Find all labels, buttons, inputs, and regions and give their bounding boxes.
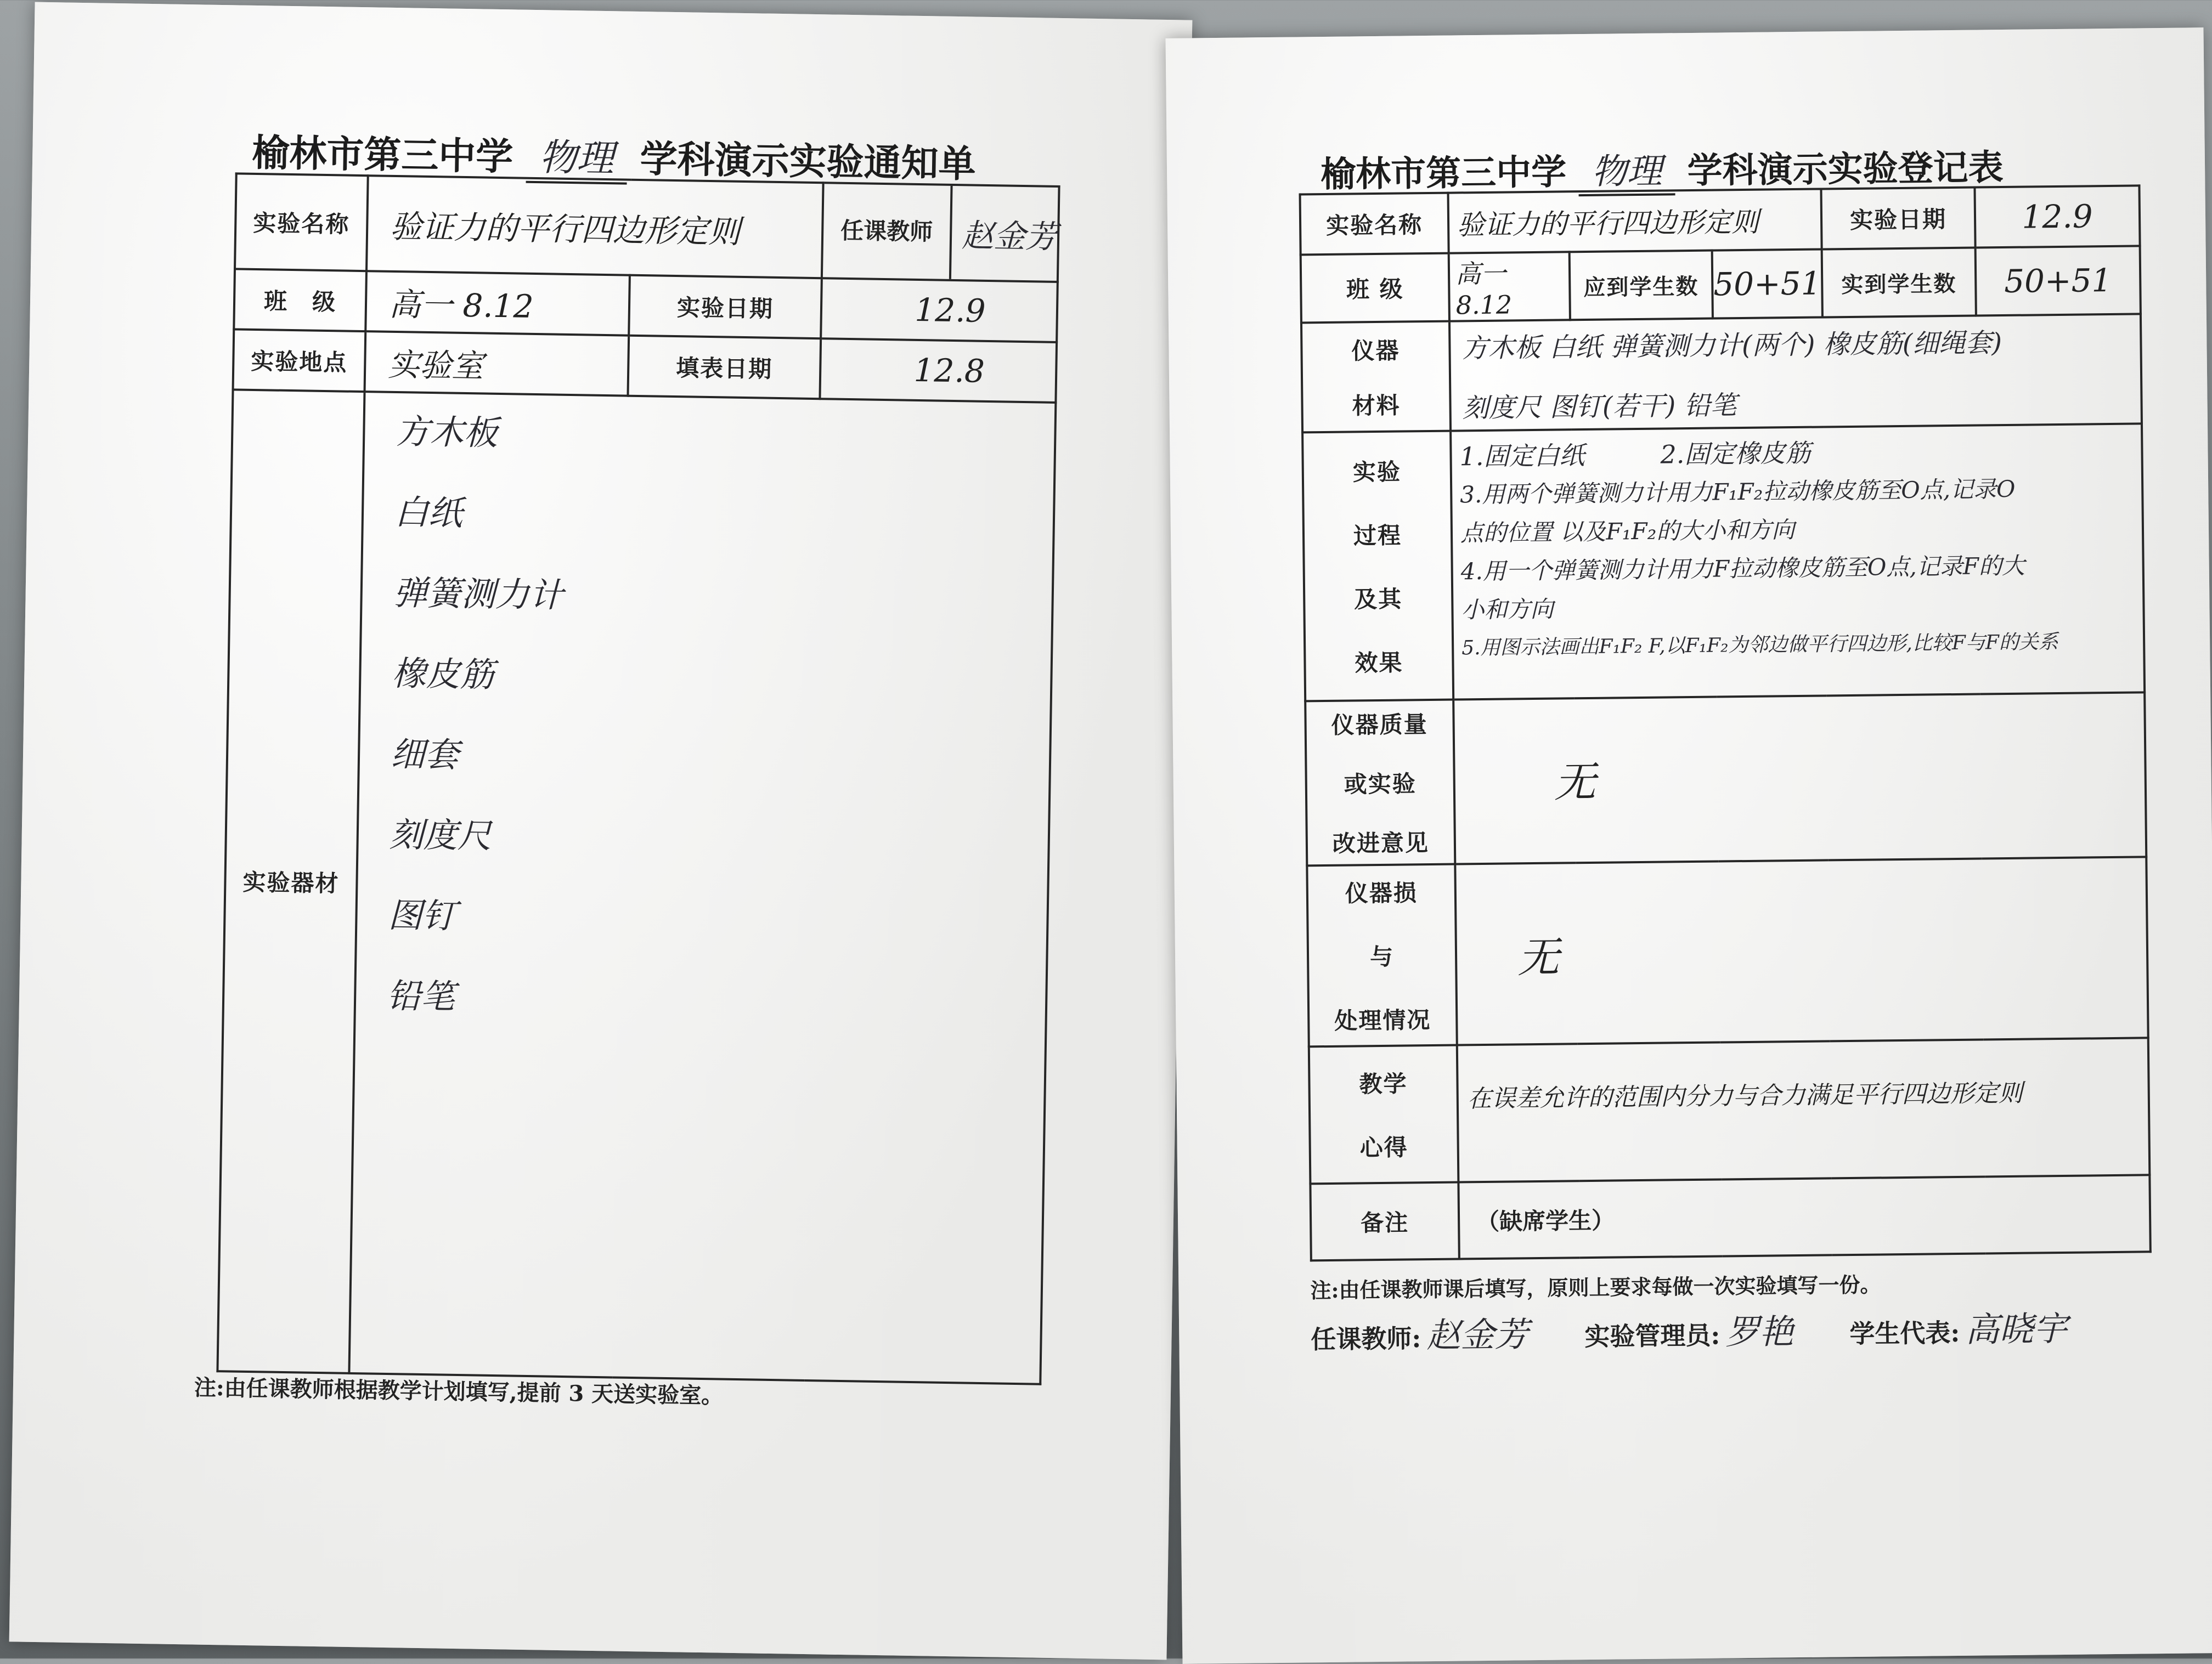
value-reflection: 在误差允许的范围内分力与合力满足平行四边形定则 — [1457, 1038, 2150, 1182]
teacher-signature-label: 任课教师: — [1311, 1323, 1421, 1355]
label-remarks: 备注 — [1310, 1182, 1459, 1261]
title-suffix: 学科演示实验登记表 — [1687, 147, 2004, 192]
equipment-item: 细套 — [390, 733, 459, 775]
equipment-item: 弹簧测力计 — [393, 573, 564, 615]
student-signature: 高晓宇 — [1965, 1308, 2068, 1350]
label-class: 班 级 — [1301, 253, 1449, 323]
value-class: 高一 8.12 — [365, 271, 630, 336]
notice-sheet — [9, 2, 1193, 1660]
label-quality-line2: 或实验 — [1344, 770, 1417, 798]
title-school: 榆林市第三中学 — [1320, 151, 1567, 196]
value-fill-date: 12.8 — [820, 338, 1057, 403]
label-quality-line3: 改进意见 — [1332, 829, 1430, 857]
label-actual-students: 实到学生数 — [1822, 248, 1976, 318]
equipment-item: 铅笔 — [386, 975, 455, 1017]
value-experiment-name: 验证力的平行四边形定则 — [366, 176, 823, 278]
label-damage-line2: 与 — [1369, 943, 1395, 971]
label-damage-line1: 仪器损 — [1345, 879, 1418, 907]
label-instruments-line2: 材料 — [1352, 392, 1401, 420]
label-experiment-name: 实验名称 — [235, 173, 368, 271]
value-experiment-date: 12.9 — [821, 278, 1058, 342]
title-school: 榆林市第三中学 — [251, 131, 514, 179]
process-line: 4.用一个弹簧测力计用力F拉动橡皮筋至O点,记录F的大 — [1460, 552, 2025, 585]
teacher-cell — [822, 183, 1059, 282]
label-teacher: 任课教师 — [823, 184, 953, 279]
equipment-item: 橡皮筋 — [391, 653, 495, 695]
notice-footnote: 注:由任课教师根据教学计划填写,提前 3 天送实验室。 — [194, 1374, 724, 1409]
register-footnote: 注:由任课教师课后填写，原则上要求每做一次实验填写一份。 — [1310, 1272, 1881, 1303]
label-instruments — [1301, 321, 1451, 433]
notice-table — [216, 172, 1060, 1385]
manager-signature-label: 实验管理员: — [1584, 1320, 1720, 1352]
label-quality-line1: 仪器质量 — [1331, 711, 1428, 739]
value-location: 实验室 — [365, 331, 629, 396]
label-class: 班 级 — [234, 269, 366, 331]
value-quality: 无 — [1453, 692, 2146, 864]
signature-row — [1311, 1301, 2068, 1358]
manager-signature: 罗艳 — [1725, 1311, 1794, 1352]
value-class: 高一 8.12 — [1449, 252, 1570, 321]
value-process — [1451, 423, 2145, 699]
equipment-list-cell — [349, 392, 1056, 1384]
equipment-item: 图钉 — [387, 895, 457, 936]
equipment-item: 白纸 — [394, 492, 463, 533]
title-suffix: 学科演示实验通知单 — [640, 137, 977, 186]
label-process-line4: 效果 — [1355, 649, 1403, 677]
label-expected-students: 应到学生数 — [1570, 251, 1713, 320]
label-process-line3: 及其 — [1353, 585, 1403, 613]
value-instruments — [1449, 314, 2142, 431]
title-subject: 物理 — [1578, 143, 1675, 196]
label-experiment-name: 实验名称 — [1300, 193, 1449, 255]
value-damage: 无 — [1455, 857, 2148, 1045]
process-line: 小和方向 — [1461, 595, 1554, 624]
value-experiment-date: 12.9 — [1974, 185, 2140, 247]
label-process-line1: 实验 — [1352, 458, 1402, 486]
register-sheet — [1166, 27, 2212, 1664]
label-equipment: 实验器材 — [217, 389, 364, 1373]
value-expected-students: 50+51 — [1712, 249, 1822, 318]
label-process-line2: 过程 — [1353, 522, 1402, 550]
label-quality — [1305, 700, 1455, 866]
label-location: 实验地点 — [233, 329, 366, 392]
process-line: 5.用图示法画出F₁F₂ F,以F₁F₂为邻边做平行四边形,比较F与F的关系 — [1461, 631, 2059, 660]
label-fill-date: 填表日期 — [628, 336, 821, 399]
equipment-list — [356, 393, 1055, 1028]
student-signature-label: 学生代表: — [1849, 1317, 1960, 1349]
label-process — [1302, 431, 1453, 701]
label-reflection — [1309, 1045, 1459, 1184]
label-reflection-line2: 心得 — [1359, 1134, 1408, 1162]
instruments-line1: 方木板 白纸 弹簧测力计(两个) 橡皮筋(细绳套) — [1462, 327, 2002, 364]
register-table — [1299, 184, 2152, 1261]
instruments-line2: 刻度尺 图钉(若干) 铅笔 — [1462, 390, 1737, 424]
process-line: 点的位置 以及F₁F₂的大小和方向 — [1460, 516, 1795, 547]
label-instruments-line1: 仪器 — [1351, 337, 1400, 365]
label-experiment-date: 实验日期 — [629, 275, 822, 338]
teacher-signature: 赵金芳 — [1426, 1314, 1529, 1356]
label-reflection-line1: 教学 — [1359, 1070, 1408, 1098]
label-damage — [1307, 864, 1457, 1047]
value-actual-students: 50+51 — [1976, 246, 2141, 315]
process-line: 1.固定白纸 2.固定橡皮筋 — [1459, 438, 1811, 472]
label-experiment-date: 实验日期 — [1821, 188, 1975, 250]
value-remarks: （缺席学生） — [1458, 1175, 2150, 1259]
value-experiment-name: 验证力的平行四边形定则 — [1448, 189, 1822, 253]
title-subject: 物理 — [526, 128, 628, 185]
process-line: 3.用两个弹簧测力计用力F₁F₂拉动橡皮筋至O点,记录O — [1460, 475, 2016, 508]
equipment-item: 方木板 — [395, 411, 498, 453]
value-teacher: 赵金芳 — [961, 217, 1058, 256]
equipment-item: 刻度尺 — [389, 814, 492, 856]
label-damage-line3: 处理情况 — [1334, 1006, 1431, 1034]
